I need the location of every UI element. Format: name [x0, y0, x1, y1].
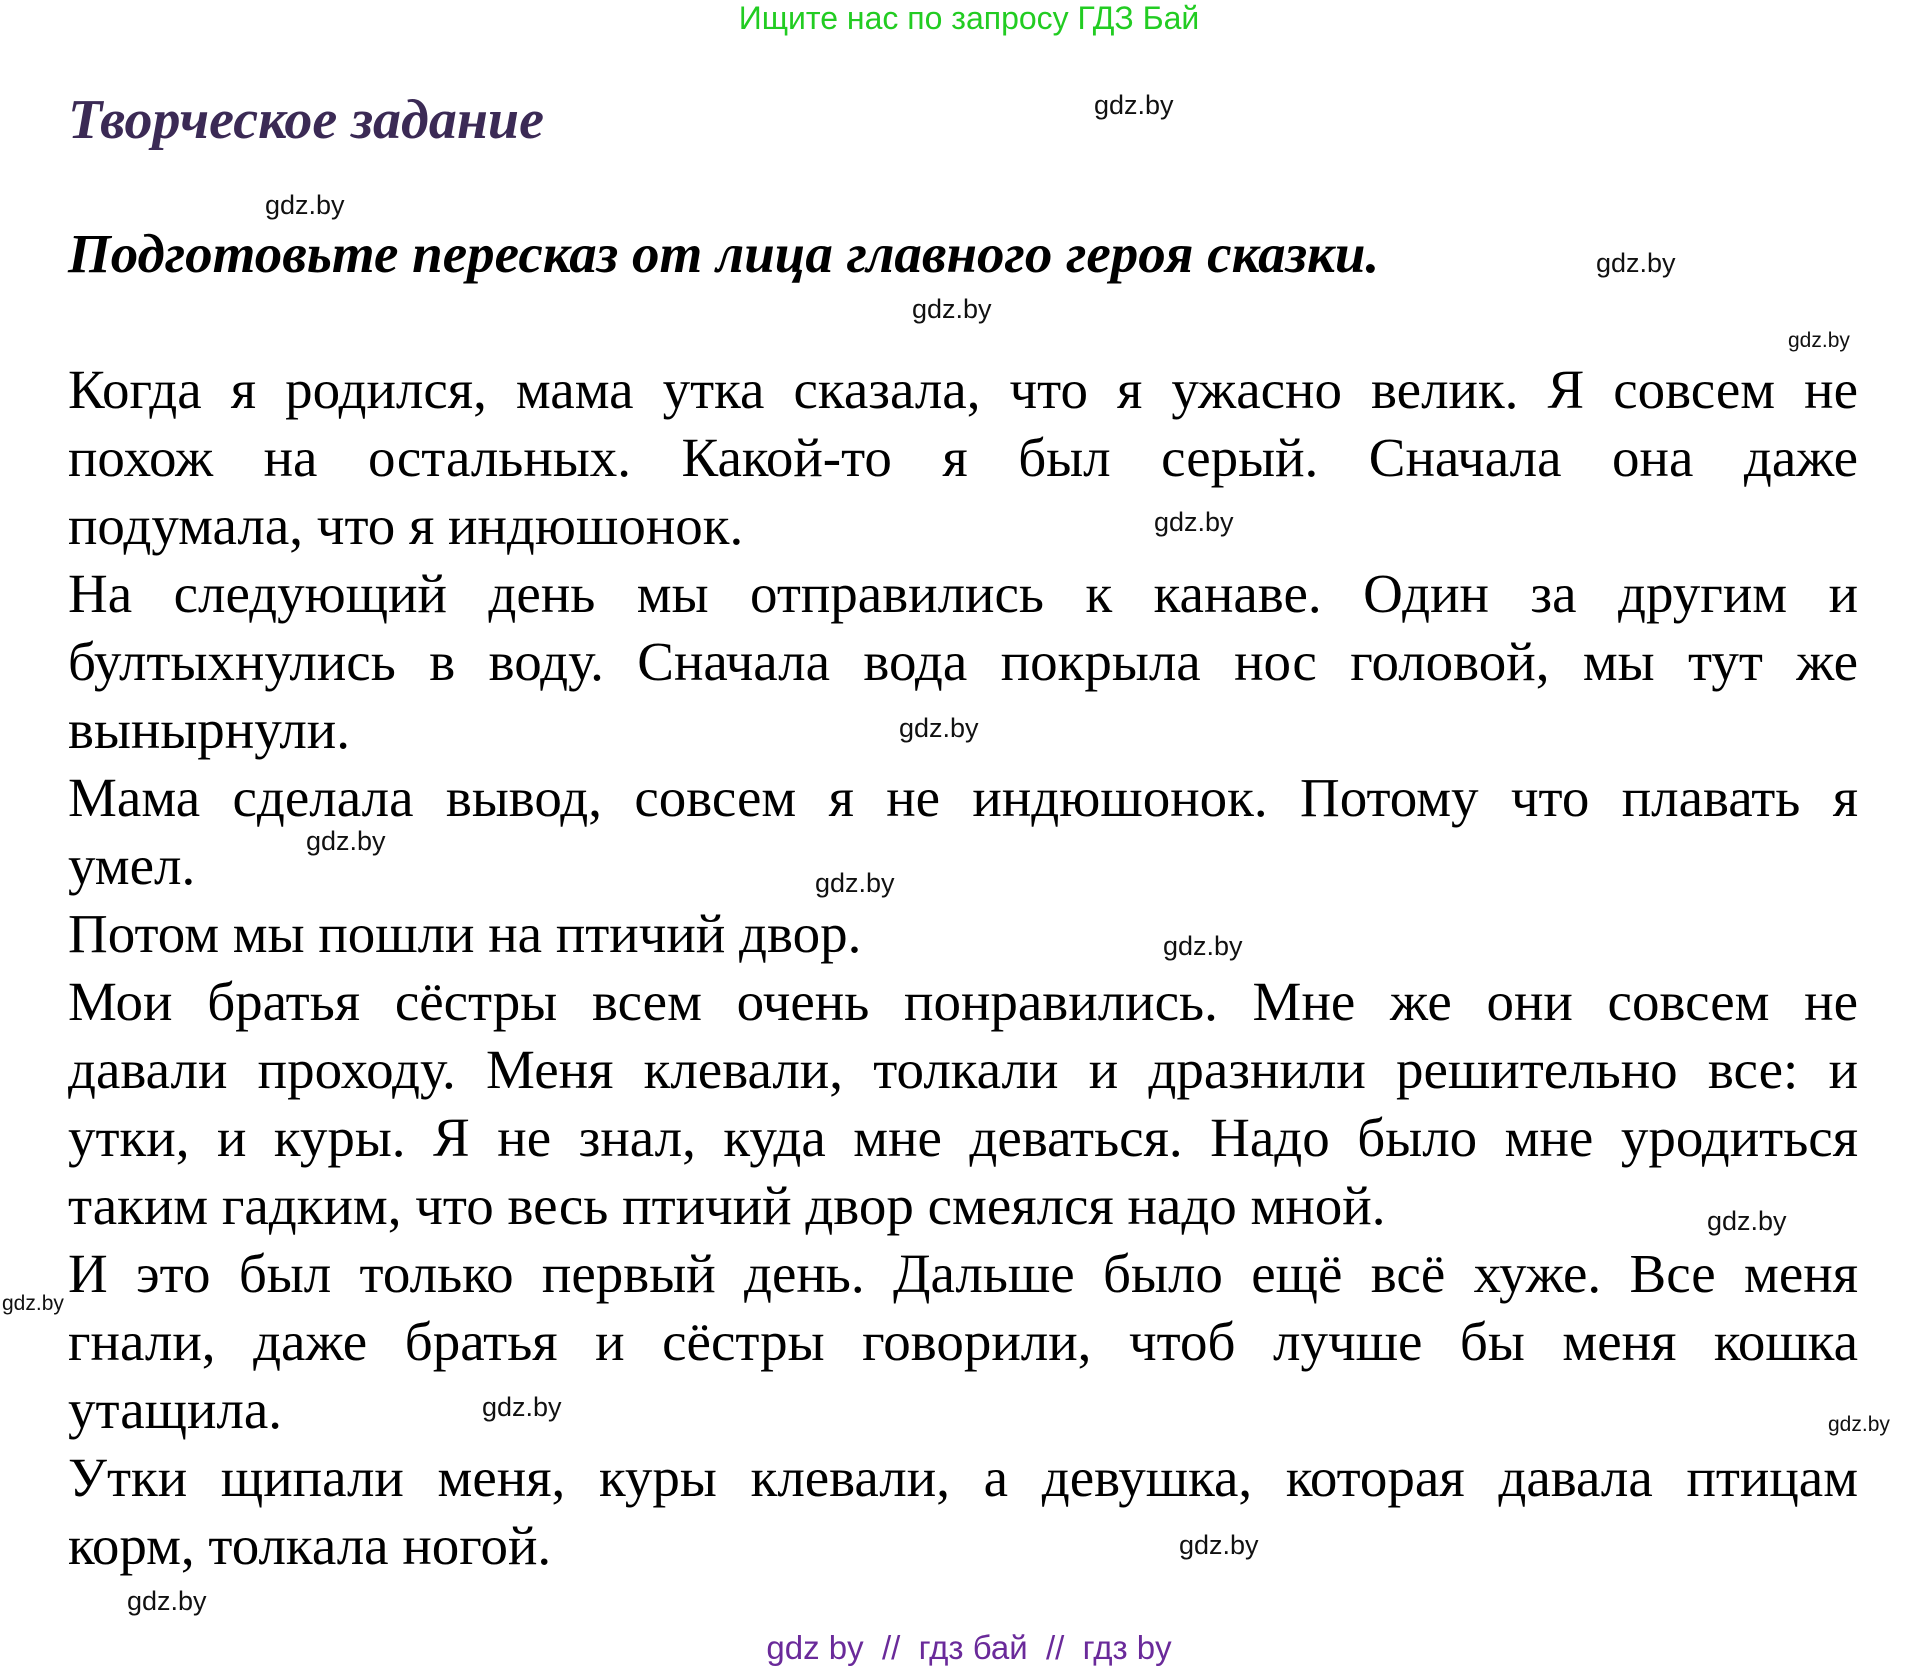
watermark: gdz.by: [1707, 1206, 1787, 1236]
watermark: gdz.by: [1094, 90, 1174, 120]
text-line: Когда я родился, мама утка сказала, что я ужасно велик. Я совсем не: [68, 359, 1858, 420]
watermark: gdz.by: [2, 1292, 64, 1315]
watermark: gdz.by: [912, 294, 992, 324]
watermark: gdz.by: [1596, 248, 1676, 278]
watermark: gdz.by: [1828, 1413, 1890, 1436]
text-line: похож на остальных. Какой-то я был серый. Сначала она даже: [68, 427, 1858, 488]
watermark: gdz.by: [127, 1586, 207, 1616]
footer-links: gdz by // гдз бай // гдз by: [766, 1629, 1172, 1666]
text-line: утащила.: [68, 1379, 283, 1440]
text-line: Мама сделала вывод, совсем я не индюшонок. Потому что плавать я: [68, 767, 1858, 828]
text-line: таким гадким, что весь птичий двор смеялся надо мной.: [68, 1175, 1386, 1236]
watermark: gdz.by: [1788, 329, 1850, 352]
text-line: И это был только первый день. Дальше было ещё всё хуже. Все меня: [68, 1243, 1858, 1304]
search-banner: Ищите нас по запросу ГДЗ Бай: [738, 0, 1200, 36]
text-line: бултыхнулись в воду. Сначала вода покрыла нос головой, мы тут же: [68, 631, 1858, 692]
section-title: Творческое задание: [68, 89, 544, 151]
watermark: gdz.by: [265, 190, 345, 220]
watermark: gdz.by: [1154, 507, 1234, 537]
text-line: корм, толкала ногой.: [68, 1515, 552, 1576]
answer-text: [68, 356, 1858, 1580]
text-line: подумала, что я индюшонок.: [68, 495, 744, 556]
text-line: Утки щипали меня, куры клевали, а девушка, которая давала птицам: [68, 1447, 1858, 1508]
task-heading: Подготовьте пересказ от лица главного героя сказки.: [68, 223, 1380, 284]
text-line: утки, и куры. Я не знал, куда мне деваться. Надо было мне уродиться: [68, 1107, 1858, 1168]
watermark: gdz.by: [1179, 1530, 1259, 1560]
watermark: gdz.by: [815, 868, 895, 898]
text-line: умел.: [68, 835, 196, 896]
watermark: gdz.by: [899, 713, 979, 743]
text-line: Мои братья сёстры всем очень понравились. Мне же они совсем не: [68, 971, 1858, 1032]
watermark: gdz.by: [1163, 931, 1243, 961]
text-line: Потом мы пошли на птичий двор.: [68, 903, 862, 964]
text-line: На следующий день мы отправились к канаве. Один за другим и: [68, 563, 1858, 624]
text-line: вынырнули.: [68, 699, 350, 760]
text-line: гнали, даже братья и сёстры говорили, чтоб лучше бы меня кошка: [68, 1311, 1858, 1372]
watermark: gdz.by: [482, 1392, 562, 1422]
watermark: gdz.by: [306, 826, 386, 856]
text-line: давали проходу. Меня клевали, толкали и дразнили решительно все: и: [68, 1039, 1858, 1100]
